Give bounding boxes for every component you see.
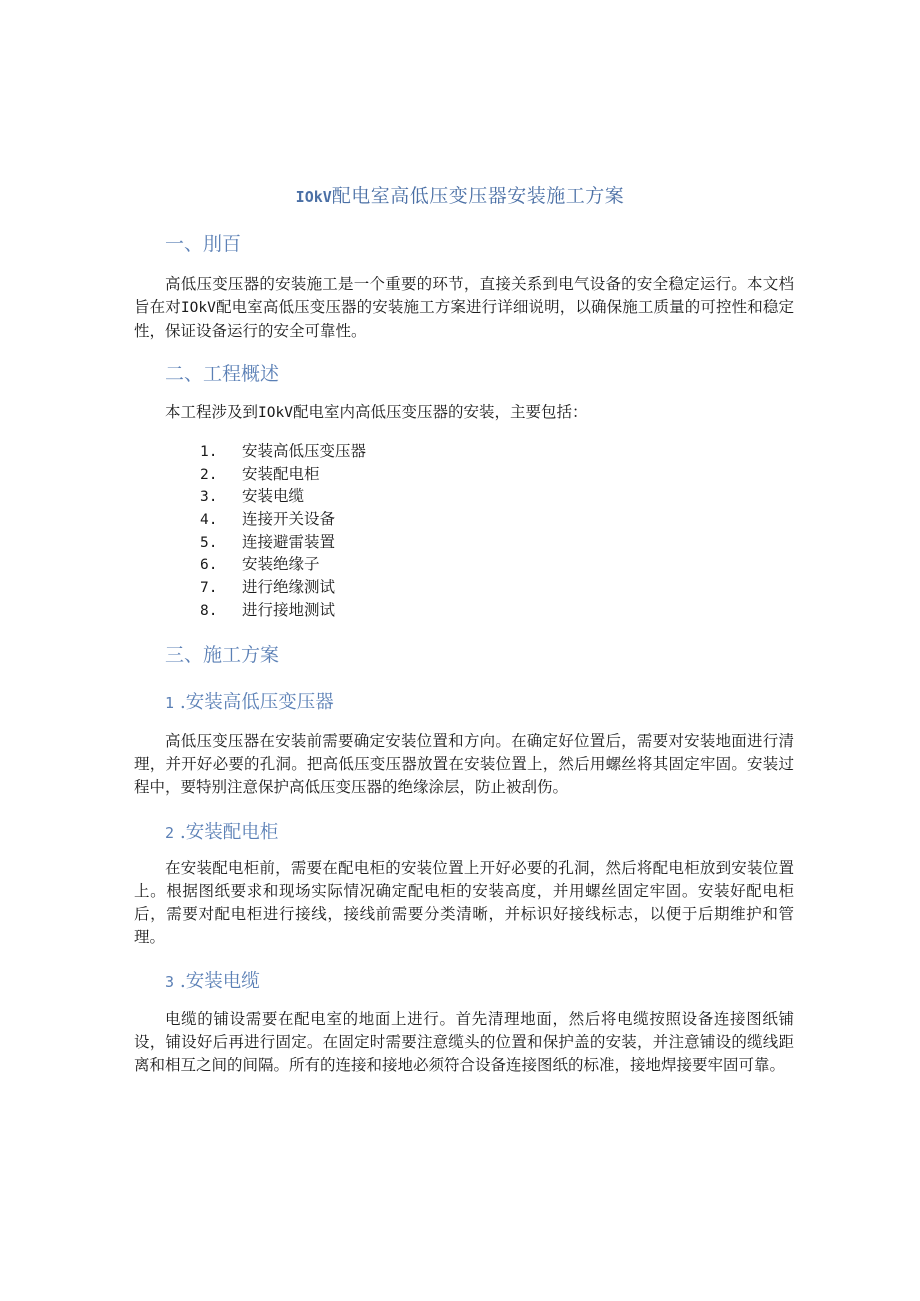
- list-item-text: 安装绝缘子: [242, 555, 320, 574]
- subsection-number: 3: [165, 973, 175, 991]
- list-item-text: 安装电缆: [242, 487, 305, 506]
- list-item-text: 连接避雷装置: [242, 532, 336, 551]
- overview-intro-tail: 配电室内高低压变压器的安装，主要包括：: [292, 403, 588, 421]
- list-item-index: 3.: [200, 489, 218, 506]
- subsection-heading-cable: [165, 967, 260, 993]
- list-item: [200, 508, 366, 531]
- list-item: [200, 463, 366, 486]
- subsection-label: .安装配电柜: [179, 822, 279, 843]
- list-item-text: 连接开关设备: [242, 510, 336, 529]
- preface-paragraph: [134, 273, 794, 343]
- overview-intro-head: 本工程涉及到: [165, 403, 259, 421]
- list-item: [200, 485, 366, 508]
- list-item-text: 进行接地测试: [242, 600, 336, 619]
- section-heading-overview: 二、工程概述: [165, 363, 280, 385]
- cable-paragraph: 电缆的铺设需要在配电室的地面上进行。首先清理地面，然后将电缆按照设备连接图纸铺设，铺设好后再进行固定。在固定时需要注意缆头的位置和保护盖的安装，并注意铺设的缆线距离和相互之间的间隔。所有的连接和接地必须符合设备连接图纸的标准，接地焊接要牢固可靠。: [134, 1010, 794, 1074]
- overview-intro-latin: IOkV: [258, 405, 293, 421]
- overview-intro: [134, 401, 794, 425]
- preface-text-head: 高低压变压器的安装施工是一个重要的环节，直接关系到电气设备的安全稳定运行。本文档旨在对: [134, 275, 794, 316]
- cabinet-paragraph: 在安装配电柜前，需要在配电柜的安装位置上开好必要的孔洞，然后将配电柜放到安装位置上。根据图纸要求和现场实际情况确定配电柜的安装高度，并用螺丝固定牢固。安装好配电柜后，需要对配电柜进行接线，接线前需要分类清晰，并标识好接线标志，以便于后期维护和管理。: [134, 859, 794, 946]
- work-items-list: [200, 440, 366, 622]
- list-item: [200, 599, 366, 622]
- preface-text-latin: IOkV: [180, 300, 216, 316]
- transformer-paragraph: 高低压变压器在安装前需要确定安装位置和方向。在确定好位置后，需要对安装地面进行清理，并开好必要的孔洞。把高低压变压器放置在安装位置上，然后用螺丝将其固定牢固。安装过程中，要特别注意保护高低压变压器的绝缘涂层，防止被刮伤。: [134, 732, 794, 796]
- list-item-text: 进行绝缘测试: [242, 578, 336, 597]
- list-item-index: 5.: [200, 534, 218, 551]
- title-prefix: IOkV: [295, 188, 332, 206]
- preface-text-tail: 配电室高低压变压器的安装施工方案进行详细说明，以确保施工质量的可控性和稳定性，保证设备运行的安全可靠性。: [134, 298, 794, 340]
- list-item-text: 安装高低压变压器: [242, 442, 367, 460]
- subsection-label: .安装高低压变压器: [179, 692, 334, 713]
- list-item-index: 8.: [200, 602, 218, 619]
- list-item-index: 4.: [200, 512, 218, 529]
- subsection-number: 2: [165, 824, 175, 842]
- list-item: [200, 440, 366, 463]
- subsection-label: .安装电缆: [179, 971, 260, 992]
- list-item-index: 6.: [200, 557, 218, 574]
- subsection-heading-cabinet: [165, 818, 278, 844]
- document-title: [0, 181, 920, 208]
- section-heading-plan: 三、施工方案: [165, 644, 280, 666]
- list-item-index: 1.: [200, 444, 218, 460]
- list-item: [200, 576, 366, 599]
- list-item-text: 安装配电柜: [242, 464, 320, 483]
- list-item-index: 7.: [200, 580, 218, 597]
- section-heading-preface: 一、刖百: [165, 233, 242, 255]
- title-text: 配电室高低压变压器安装施工方案: [331, 185, 625, 207]
- list-item: [200, 531, 366, 554]
- list-item-index: 2.: [200, 466, 218, 483]
- subsection-heading-transformer: [165, 688, 334, 714]
- subsection-number: 1: [165, 694, 175, 712]
- list-item: [200, 553, 366, 576]
